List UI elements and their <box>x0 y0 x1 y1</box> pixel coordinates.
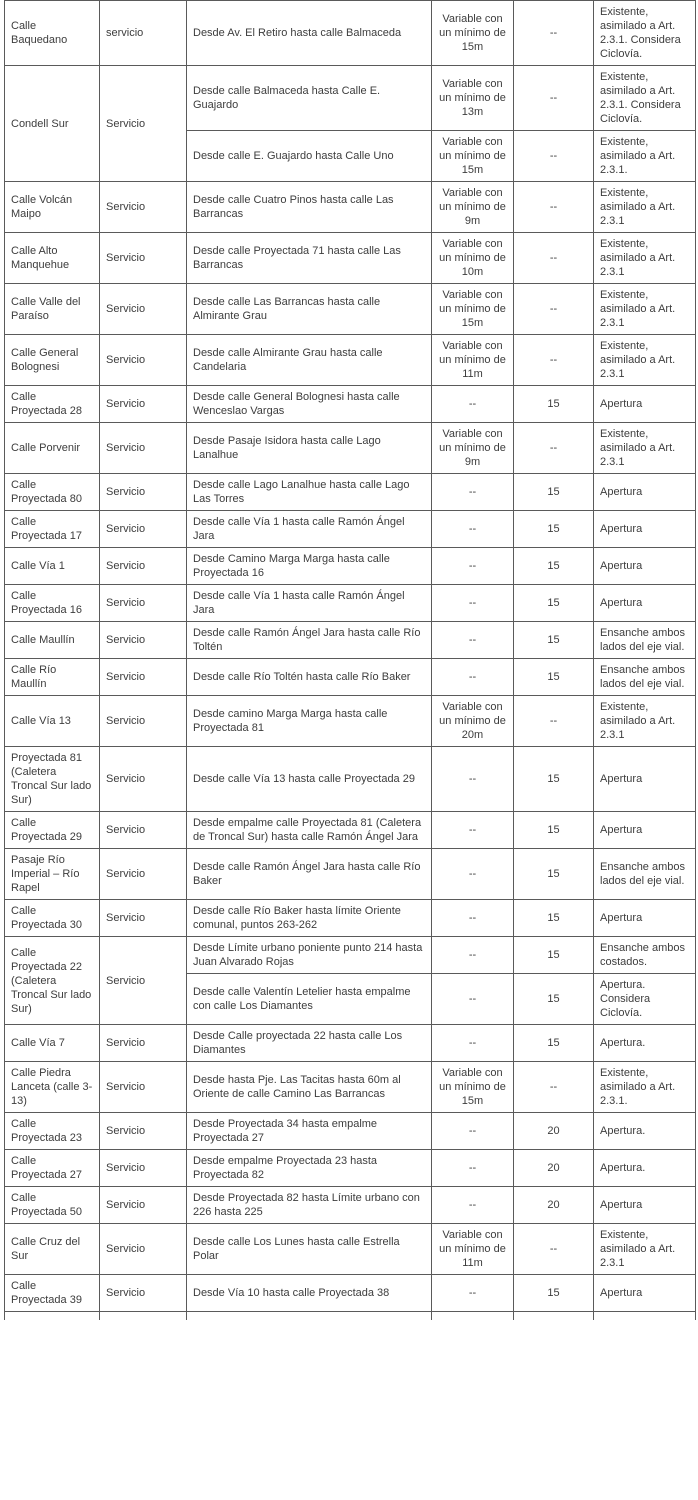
observation-cell <box>594 1312 696 1321</box>
observation-cell: Apertura. Considera Ciclovía. <box>594 974 696 1025</box>
width-meters-cell: 15 <box>514 548 594 585</box>
observation-cell: Ensanche ambos lados del eje vial. <box>594 622 696 659</box>
segment-cell: Desde camino Marga Marga hasta calle Proyectada 81 <box>187 696 432 747</box>
width-variable-cell: Variable con un mínimo de 9m <box>432 182 514 233</box>
street-name-cell: Calle Proyectada 80 <box>5 474 100 511</box>
observation-cell: Existente, asimilado a Art. 2.3.1. Considera Ciclovía. <box>594 1 696 66</box>
width-meters-cell <box>514 1312 594 1321</box>
observation-cell: Apertura <box>594 511 696 548</box>
width-variable-cell: -- <box>432 511 514 548</box>
category-cell: Servicio <box>100 1150 187 1187</box>
segment-cell: Desde Pasaje Isidora hasta calle Lago Lanalhue <box>187 423 432 474</box>
street-name-cell: Calle Valle del Paraíso <box>5 284 100 335</box>
width-meters-cell: -- <box>514 1 594 66</box>
width-variable-cell: -- <box>432 548 514 585</box>
street-name-cell: Calle Proyectada 27 <box>5 1150 100 1187</box>
table-row <box>5 937 696 974</box>
width-meters-cell: -- <box>514 423 594 474</box>
width-variable-cell: -- <box>432 974 514 1025</box>
observation-cell: Existente, asimilado a Art. 2.3.1 <box>594 423 696 474</box>
observation-cell: Existente, asimilado a Art. 2.3.1 <box>594 284 696 335</box>
observation-cell: Existente, asimilado a Art. 2.3.1 <box>594 1224 696 1275</box>
table-row <box>5 1113 696 1150</box>
width-meters-cell: -- <box>514 182 594 233</box>
category-cell: Servicio <box>100 812 187 849</box>
table-row <box>5 1150 696 1187</box>
street-name-cell: Calle Maullín <box>5 622 100 659</box>
segment-cell: Desde calle E. Guajardo hasta Calle Uno <box>187 131 432 182</box>
width-variable-cell: -- <box>432 1113 514 1150</box>
width-meters-cell: 15 <box>514 585 594 622</box>
width-variable-cell: Variable con un mínimo de 15m <box>432 1062 514 1113</box>
category-cell: Servicio <box>100 1275 187 1312</box>
category-cell: Servicio <box>100 548 187 585</box>
width-meters-cell: -- <box>514 335 594 386</box>
width-variable-cell: -- <box>432 849 514 900</box>
width-variable-cell <box>432 1312 514 1321</box>
width-meters-cell: 15 <box>514 1275 594 1312</box>
category-cell: Servicio <box>100 1025 187 1062</box>
table-row <box>5 423 696 474</box>
category-cell: Servicio <box>100 659 187 696</box>
observation-cell: Apertura <box>594 585 696 622</box>
observation-cell: Apertura. <box>594 1150 696 1187</box>
width-meters-cell: 15 <box>514 974 594 1025</box>
observation-cell: Existente, asimilado a Art. 2.3.1. <box>594 1062 696 1113</box>
category-cell: Servicio <box>100 474 187 511</box>
street-name-cell: Calle Proyectada 22 (Caletera Troncal Sur lado Sur) <box>5 937 100 1025</box>
width-variable-cell: Variable con un mínimo de 10m <box>432 233 514 284</box>
street-name-cell: Calle Volcán Maipo <box>5 182 100 233</box>
street-name-cell: Calle Proyectada 23 <box>5 1113 100 1150</box>
table-row <box>5 585 696 622</box>
category-cell: Servicio <box>100 66 187 182</box>
table-row <box>5 511 696 548</box>
width-variable-cell: Variable con un mínimo de 11m <box>432 1224 514 1275</box>
category-cell: Servicio <box>100 284 187 335</box>
segment-cell: Desde calle Río Baker hasta límite Oriente comunal, puntos 263-262 <box>187 900 432 937</box>
width-variable-cell: -- <box>432 747 514 812</box>
width-meters-cell: 15 <box>514 812 594 849</box>
street-name-cell: Calle Vía 13 <box>5 696 100 747</box>
table-row <box>5 182 696 233</box>
width-meters-cell: 20 <box>514 1113 594 1150</box>
street-name-cell: Calle Vía 7 <box>5 1025 100 1062</box>
observation-cell: Existente, asimilado a Art. 2.3.1. <box>594 131 696 182</box>
category-cell: Servicio <box>100 423 187 474</box>
segment-cell: Desde Calle proyectada 22 hasta calle Los Diamantes <box>187 1025 432 1062</box>
category-cell: Servicio <box>100 900 187 937</box>
category-cell: Servicio <box>100 386 187 423</box>
table-row <box>5 548 696 585</box>
observation-cell: Apertura <box>594 474 696 511</box>
width-variable-cell: -- <box>432 812 514 849</box>
table-row <box>5 335 696 386</box>
width-variable-cell: Variable con un mínimo de 20m <box>432 696 514 747</box>
street-name-cell: Calle Río Maullín <box>5 659 100 696</box>
observation-cell: Existente, asimilado a Art. 2.3.1 <box>594 696 696 747</box>
width-meters-cell: 15 <box>514 386 594 423</box>
street-name-cell: Calle Proyectada 29 <box>5 812 100 849</box>
street-name-cell: Calle Piedra Lanceta (calle 3-13) <box>5 1062 100 1113</box>
observation-cell: Apertura <box>594 1187 696 1224</box>
width-meters-cell: -- <box>514 696 594 747</box>
segment-cell: Desde hasta Pje. Las Tacitas hasta 60m al Oriente de calle Camino Las Barrancas <box>187 1062 432 1113</box>
width-variable-cell: -- <box>432 622 514 659</box>
observation-cell: Apertura <box>594 900 696 937</box>
width-variable-cell: -- <box>432 659 514 696</box>
observation-cell: Apertura <box>594 812 696 849</box>
street-name-cell: Calle Proyectada 16 <box>5 585 100 622</box>
width-variable-cell: Variable con un mínimo de 15m <box>432 284 514 335</box>
category-cell: Servicio <box>100 1062 187 1113</box>
table-row <box>5 1025 696 1062</box>
category-cell: Servicio <box>100 233 187 284</box>
street-name-cell: Calle Proyectada 39 <box>5 1275 100 1312</box>
category-cell: Servicio <box>100 937 187 1025</box>
street-name-cell: Calle Proyectada 50 <box>5 1187 100 1224</box>
observation-cell: Apertura <box>594 548 696 585</box>
segment-cell: Desde calle Almirante Grau hasta calle Candelaria <box>187 335 432 386</box>
segment-cell: Desde empalme Proyectada 23 hasta Proyectada 82 <box>187 1150 432 1187</box>
observation-cell: Ensanche ambos lados del eje vial. <box>594 659 696 696</box>
category-cell: Servicio <box>100 747 187 812</box>
width-meters-cell: 15 <box>514 659 594 696</box>
segment-cell: Desde Proyectada 82 hasta Límite urbano con 226 hasta 225 <box>187 1187 432 1224</box>
table-row-partial <box>5 1312 696 1321</box>
street-name-cell: Pasaje Río Imperial – Río Rapel <box>5 849 100 900</box>
street-name-cell: Proyectada 81 (Caletera Troncal Sur lado Sur) <box>5 747 100 812</box>
width-variable-cell: -- <box>432 1275 514 1312</box>
observation-cell: Apertura. <box>594 1025 696 1062</box>
width-variable-cell: Variable con un mínimo de 13m <box>432 66 514 131</box>
street-name-cell: Calle Vía 1 <box>5 548 100 585</box>
table-row <box>5 849 696 900</box>
segment-cell: Desde calle Vía 1 hasta calle Ramón Ángel Jara <box>187 511 432 548</box>
table-row <box>5 386 696 423</box>
observation-cell: Apertura <box>594 747 696 812</box>
width-meters-cell: -- <box>514 131 594 182</box>
width-meters-cell: -- <box>514 66 594 131</box>
observation-cell: Existente, asimilado a Art. 2.3.1 <box>594 182 696 233</box>
segment-cell: Desde calle Cuatro Pinos hasta calle Las Barrancas <box>187 182 432 233</box>
category-cell: Servicio <box>100 1224 187 1275</box>
width-variable-cell: -- <box>432 900 514 937</box>
street-name-cell: Calle Porvenir <box>5 423 100 474</box>
table-row <box>5 1275 696 1312</box>
observation-cell: Ensanche ambos lados del eje vial. <box>594 849 696 900</box>
width-meters-cell: -- <box>514 1224 594 1275</box>
width-variable-cell: Variable con un mínimo de 9m <box>432 423 514 474</box>
table-row <box>5 1224 696 1275</box>
segment-cell: Desde Camino Marga Marga hasta calle Proyectada 16 <box>187 548 432 585</box>
segment-cell: Desde calle Proyectada 71 hasta calle Las Barrancas <box>187 233 432 284</box>
street-name-cell: Condell Sur <box>5 66 100 182</box>
observation-cell: Ensanche ambos costados. <box>594 937 696 974</box>
segment-cell: Desde calle Vía 1 hasta calle Ramón Ángel Jara <box>187 585 432 622</box>
table-row <box>5 474 696 511</box>
street-name-cell: Calle Proyectada 28 <box>5 386 100 423</box>
category-cell: Servicio <box>100 335 187 386</box>
street-name-cell: Calle Cruz del Sur <box>5 1224 100 1275</box>
road-network-table <box>4 0 696 1320</box>
width-variable-cell: -- <box>432 937 514 974</box>
segment-cell <box>187 1312 432 1321</box>
observation-cell: Apertura <box>594 1275 696 1312</box>
segment-cell: Desde calle Vía 13 hasta calle Proyectada 29 <box>187 747 432 812</box>
width-variable-cell: Variable con un mínimo de 15m <box>432 1 514 66</box>
width-meters-cell: 15 <box>514 900 594 937</box>
width-meters-cell: -- <box>514 284 594 335</box>
category-cell: servicio <box>100 1 187 66</box>
segment-cell: Desde Av. El Retiro hasta calle Balmaceda <box>187 1 432 66</box>
width-variable-cell: -- <box>432 1025 514 1062</box>
width-meters-cell: 20 <box>514 1150 594 1187</box>
table-row <box>5 900 696 937</box>
observation-cell: Existente, asimilado a Art. 2.3.1. Considera Ciclovía. <box>594 66 696 131</box>
category-cell: Servicio <box>100 585 187 622</box>
segment-cell: Desde Vía 10 hasta calle Proyectada 38 <box>187 1275 432 1312</box>
width-variable-cell: -- <box>432 386 514 423</box>
width-variable-cell: Variable con un mínimo de 15m <box>432 131 514 182</box>
segment-cell: Desde calle Ramón Ángel Jara hasta calle Río Toltén <box>187 622 432 659</box>
segment-cell: Desde calle Las Barrancas hasta calle Almirante Grau <box>187 284 432 335</box>
street-name-cell: Calle Proyectada 30 <box>5 900 100 937</box>
category-cell: Servicio <box>100 511 187 548</box>
segment-cell: Desde calle General Bolognesi hasta calle Wenceslao Vargas <box>187 386 432 423</box>
table-row <box>5 233 696 284</box>
width-meters-cell: 15 <box>514 1025 594 1062</box>
category-cell: Servicio <box>100 696 187 747</box>
category-cell: Servicio <box>100 182 187 233</box>
width-meters-cell: 15 <box>514 849 594 900</box>
category-cell <box>100 1312 187 1321</box>
width-meters-cell: 15 <box>514 747 594 812</box>
segment-cell: Desde calle Río Toltén hasta calle Río Baker <box>187 659 432 696</box>
street-name-cell: Calle Proyectada 17 <box>5 511 100 548</box>
segment-cell: Desde Proyectada 34 hasta empalme Proyectada 27 <box>187 1113 432 1150</box>
segment-cell: Desde empalme calle Proyectada 81 (Caletera de Troncal Sur) hasta calle Ramón Ángel Jara <box>187 812 432 849</box>
street-name-cell <box>5 1312 100 1321</box>
segment-cell: Desde calle Los Lunes hasta calle Estrella Polar <box>187 1224 432 1275</box>
segment-cell: Desde calle Lago Lanalhue hasta calle Lago Las Torres <box>187 474 432 511</box>
category-cell: Servicio <box>100 1187 187 1224</box>
observation-cell: Apertura <box>594 386 696 423</box>
width-variable-cell: Variable con un mínimo de 11m <box>432 335 514 386</box>
width-variable-cell: -- <box>432 585 514 622</box>
table-row <box>5 747 696 812</box>
width-variable-cell: -- <box>432 1150 514 1187</box>
table-row <box>5 696 696 747</box>
street-name-cell: Calle General Bolognesi <box>5 335 100 386</box>
table-row <box>5 1062 696 1113</box>
street-name-cell: Calle Baquedano <box>5 1 100 66</box>
table-row <box>5 1 696 66</box>
table-row <box>5 66 696 131</box>
width-variable-cell: -- <box>432 1187 514 1224</box>
width-meters-cell: 15 <box>514 474 594 511</box>
width-meters-cell: 15 <box>514 937 594 974</box>
width-meters-cell: -- <box>514 1062 594 1113</box>
category-cell: Servicio <box>100 622 187 659</box>
segment-cell: Desde Límite urbano poniente punto 214 hasta Juan Alvarado Rojas <box>187 937 432 974</box>
segment-cell: Desde calle Valentín Letelier hasta empalme con calle Los Diamantes <box>187 974 432 1025</box>
segment-cell: Desde calle Balmaceda hasta Calle E. Guajardo <box>187 66 432 131</box>
table-row <box>5 1187 696 1224</box>
width-meters-cell: 20 <box>514 1187 594 1224</box>
table-row <box>5 284 696 335</box>
segment-cell: Desde calle Ramón Ángel Jara hasta calle Río Baker <box>187 849 432 900</box>
category-cell: Servicio <box>100 849 187 900</box>
width-meters-cell: 15 <box>514 511 594 548</box>
width-variable-cell: -- <box>432 474 514 511</box>
observation-cell: Apertura. <box>594 1113 696 1150</box>
width-meters-cell: 15 <box>514 622 594 659</box>
table-row <box>5 659 696 696</box>
table-row <box>5 812 696 849</box>
category-cell: Servicio <box>100 1113 187 1150</box>
observation-cell: Existente, asimilado a Art. 2.3.1 <box>594 335 696 386</box>
observation-cell: Existente, asimilado a Art. 2.3.1 <box>594 233 696 284</box>
table-row <box>5 622 696 659</box>
width-meters-cell: -- <box>514 233 594 284</box>
street-name-cell: Calle Alto Manquehue <box>5 233 100 284</box>
